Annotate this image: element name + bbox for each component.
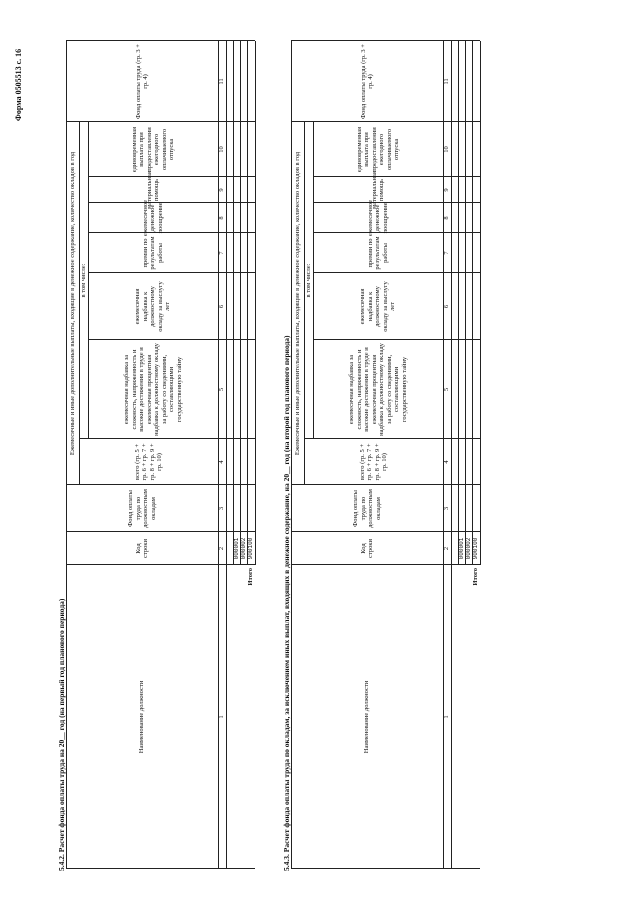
column-number: 2 <box>443 546 451 551</box>
header-including: в том числе: <box>304 263 312 298</box>
header-col6: ежемесячная надбавка к должностному окладу за выслугу лет <box>134 281 172 332</box>
column-number: 10 <box>218 146 226 153</box>
table-rule <box>480 41 481 565</box>
column-number: 6 <box>443 304 451 309</box>
column-number: 10 <box>443 146 451 153</box>
header-col5: ежемесячная надбавка за сложность, напряженность и высокие достижения в труде и ежемесячная процентная надбавка к должностному окладу за работу со сведениями, составляющими государственную тайну <box>348 343 408 436</box>
header-col9: материальная помощь <box>145 171 160 209</box>
table-rule <box>465 41 466 565</box>
header-col7: премии по результатам работы <box>366 236 389 270</box>
total-code-cell: 900100 <box>247 537 255 560</box>
column-number: 7 <box>218 251 226 255</box>
header-monthly-payments: Ежемесячные и иные дополнительные выплаты, входящие в денежное содержание, количество окладов в год <box>293 151 301 456</box>
table-rule <box>451 41 452 869</box>
header-fund-salaries: Фонд оплаты труда по должностным окладам <box>352 489 382 528</box>
column-number: 7 <box>443 251 451 255</box>
column-number: 1 <box>218 715 226 719</box>
line-code-cell: 000001 <box>457 537 465 560</box>
total-label: Итого <box>472 568 480 586</box>
header-total: всего (гр. 5 + гр. 6 + гр. 7 + гр. 8 + гр. 9 + гр. 10) <box>358 443 388 481</box>
total-code-cell: 900100 <box>472 537 480 560</box>
column-number: 5 <box>218 387 226 392</box>
header-col7: премии по результатам работы <box>141 236 164 270</box>
header-col8: ежемесячное денежное поощрение <box>366 199 389 237</box>
column-number: 1 <box>443 715 451 719</box>
header-line-code: Код строки <box>134 539 149 558</box>
form-code: Форма 0505513 с. 16 <box>14 48 23 121</box>
column-number: 3 <box>443 506 451 511</box>
section-title: 5.4.2. Расчет фонда оплаты труда на 20__ год (на первый год планового периода) <box>57 598 66 871</box>
column-number: 4 <box>443 460 451 464</box>
column-number: 3 <box>218 506 226 511</box>
column-number: 11 <box>443 78 451 85</box>
header-position: Наименование должности <box>138 680 146 754</box>
column-number: 6 <box>218 304 226 309</box>
line-code-cell: 000002 <box>239 537 247 560</box>
header-col10: единовременная выплата при предоставлении ежегодного оплачиваемого отпуска <box>355 126 400 173</box>
column-number: 8 <box>443 216 451 220</box>
column-number: 9 <box>218 188 226 192</box>
header-col5: ежемесячная надбавка за сложность, напряженность и высокие достижения в труде и ежемесячная процентная надбавка к должностному окладу за работу со сведениями, составляющими государственную тайну <box>123 343 183 436</box>
section-title: 5.4.3. Расчет фонда оплаты труда по окладам, за исключением иных выплат, входящих в денежное содержание, на 20__ год (на второй год планового периода) <box>282 335 291 871</box>
header-monthly-payments: Ежемесячные и иные дополнительные выплаты, входящие в денежное содержание, количество окладов в год <box>68 151 76 456</box>
header-col9: материальная помощь <box>370 171 385 209</box>
header-total: всего (гр. 5 + гр. 6 + гр. 7 + гр. 8 + гр. 9 + гр. 10) <box>133 443 163 481</box>
column-number: 4 <box>218 460 226 464</box>
header-fund-total: Фонд оплаты труда (гр. 3 + гр. 4) <box>134 44 149 119</box>
line-code-cell: 000002 <box>464 537 472 560</box>
column-number: 5 <box>443 387 451 392</box>
header-col10: единовременная выплата при предоставлении ежегодного оплачиваемого отпуска <box>130 126 175 173</box>
column-number: 9 <box>443 188 451 192</box>
table-rule <box>458 41 459 565</box>
header-col6: ежемесячная надбавка к должностному окладу за выслугу лет <box>359 281 397 332</box>
column-number: 11 <box>218 78 226 85</box>
header-col8: ежемесячное денежное поощрение <box>141 199 164 237</box>
total-label: Итого <box>247 568 255 586</box>
header-fund-total: Фонд оплаты труда (гр. 3 + гр. 4) <box>359 44 374 119</box>
header-including: в том числе: <box>79 263 87 298</box>
table-rule <box>472 41 473 565</box>
line-code-cell: 000001 <box>232 537 240 560</box>
header-line-code: Код строки <box>359 539 374 558</box>
column-number: 8 <box>218 216 226 220</box>
header-fund-salaries: Фонд оплаты труда по должностным окладам <box>127 489 157 528</box>
column-number: 2 <box>218 546 226 551</box>
header-position: Наименование должности <box>363 680 371 754</box>
